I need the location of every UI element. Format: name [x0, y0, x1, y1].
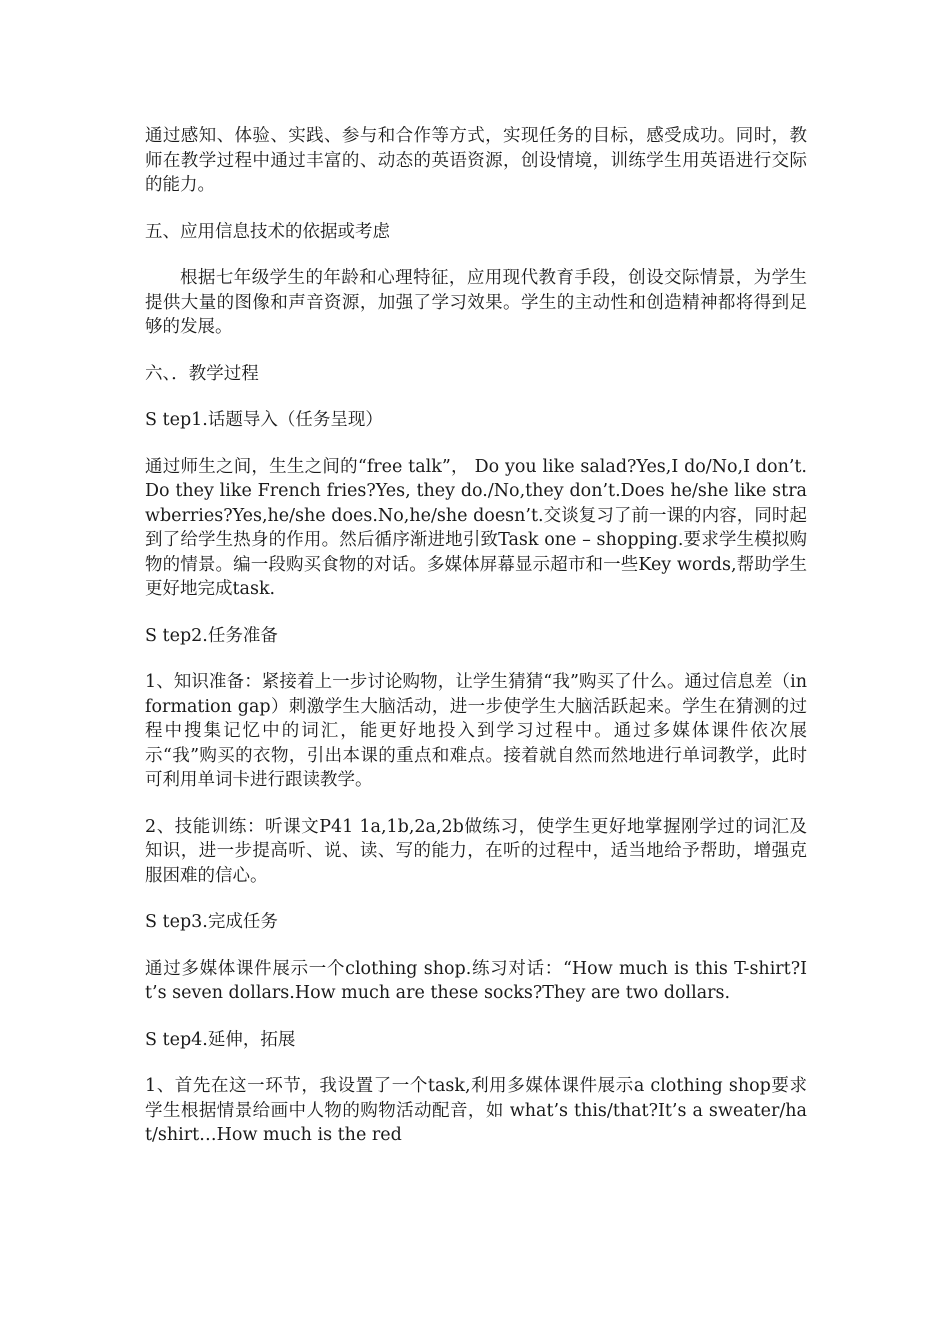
- step2-title: S tep2.任务准备: [145, 625, 278, 646]
- document-body: [145, 124, 807, 1170]
- step2-skills: 2、技能训练：听课文P41 1a,1b,2a,2b做练习，使学生更好地掌握刚学过的词汇及知识，进一步提高听、说、读、写的能力，在听的过程中，适当地给予帮助，增强克服困难的信心。: [145, 816, 807, 886]
- step3-body: 通过多媒体课件展示一个clothing shop.练习对话：“How much is this T-shirt?It’s seven dollars.How much are these socks?They are two dollars.: [145, 958, 807, 1003]
- step3-title: S tep3.完成任务: [145, 912, 278, 932]
- step4-body: 1、首先在这一环节，我设置了一个task,利用多媒体课件展示a clothing shop要求学生根据情景给画中人物的购物活动配音，如 what’s this/that?It’s a sweater/hat/shirt…How much is the red: [145, 1076, 807, 1145]
- step1-title: S tep1.话题导入（任务呈现）: [145, 410, 383, 430]
- step1-body: 通过师生之间，生生之间的“free talk”， Do you like salad?Yes,I do/No,I don’t.Do they like French fries?Yes, they do./No,they don’t.Does he/she like strawberries?Yes,he/she does.No,he/she doesn’t.交谈复习了前一课的内容，同时起到了给学生热身的作用。然后循序渐进地引致Task one – shopping.要求学生模拟购物的情景。编一段购买食物的对话。多媒体屏幕显示超市和一些Key words,帮助学生更好地完成task.: [145, 456, 807, 599]
- step2-knowledge: 1、知识准备：紧接着上一步讨论购物，让学生猜猜“我”购买了什么。通过信息差（information gap）刺激学生大脑活动，进一步使学生大脑活跃起来。学生在猜测的过程中搜集记忆中的词汇，能更好地投入到学习过程中。通过多媒体课件依次展示“我”购买的衣物，引出本课的重点和难点。接着就自然而然地进行单词教学，此时可利用单词卡进行跟读教学。: [145, 672, 807, 790]
- paragraph-it-basis: 根据七年级学生的年龄和心理特征，应用现代教育手段，创设交际情景，为学生提供大量的图像和声音资源，加强了学习效果。学生的主动性和创造精神都将得到足够的发展。: [145, 268, 807, 337]
- section-heading-6: 六、．教学过程: [145, 363, 259, 384]
- section-heading-5: 五、应用信息技术的依据或考虑: [145, 221, 390, 242]
- paragraph-intro: 通过感知、体验、实践、参与和合作等方式，实现任务的目标，感受成功。同时，教师在教学过程中通过丰富的、动态的英语资源，创设情境，训练学生用英语进行交际的能力。: [145, 126, 807, 195]
- step4-title: S tep4.延伸，拓展: [145, 1029, 296, 1050]
